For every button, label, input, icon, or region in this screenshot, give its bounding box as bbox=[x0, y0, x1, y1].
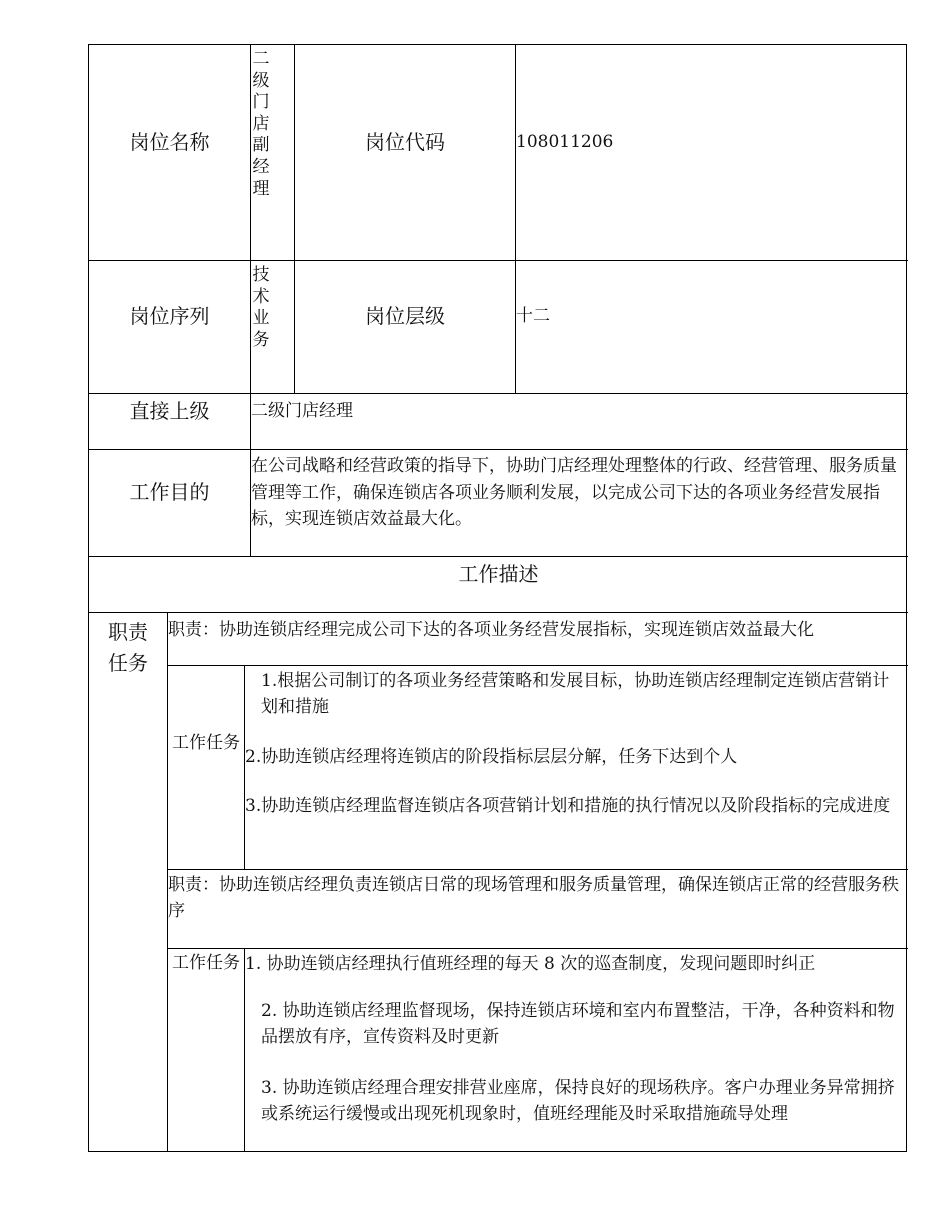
col-divider bbox=[294, 45, 295, 393]
duty-text: 职责：协助连锁店经理负责连锁店日常的现场管理和服务质量管理，确保连锁店正常的经营服务秩序 bbox=[168, 875, 899, 921]
col-divider bbox=[515, 45, 516, 393]
superior-label: 直接上级 bbox=[129, 399, 210, 423]
duties-label: 职责任务 bbox=[108, 620, 148, 675]
task-item: 1. 协助连锁店经理执行值班经理的每天 8 次的巡查制度，发现问题即时纠正 bbox=[245, 954, 816, 974]
row-divider bbox=[89, 393, 908, 394]
post-code-label: 岗位代码 bbox=[365, 130, 445, 154]
description-header: 工作描述 bbox=[458, 562, 539, 586]
row-divider bbox=[167, 665, 908, 666]
post-code-value: 108011206 bbox=[516, 132, 614, 152]
tasks-label: 工作任务 bbox=[172, 733, 240, 753]
row-divider bbox=[89, 260, 908, 261]
post-series-value: 技术业务 bbox=[252, 265, 270, 350]
purpose-label: 工作目的 bbox=[129, 480, 210, 504]
job-description-table bbox=[88, 44, 907, 1152]
task-item: 3.协助连锁店经理监督连锁店各项营销计划和措施的执行情况以及阶段指标的完成进度 bbox=[245, 796, 891, 816]
post-name-value: 二级门店副经理 bbox=[252, 49, 270, 199]
task-item: 3. 协助连锁店经理合理安排营业座席，保持良好的现场秩序。客户办理业务异常拥挤或系统运行缓慢或出现死机现象时，值班经理能及时采取措施疏导处理 bbox=[261, 1078, 895, 1124]
row-divider bbox=[89, 612, 908, 613]
task-item: 2. 协助连锁店经理监督现场，保持连锁店环境和室内布置整洁，干净，各种资料和物品摆放有序，宣传资料及时更新 bbox=[261, 1001, 895, 1047]
task-item: 2.协助连锁店经理将连锁店的阶段指标层层分解，任务下达到个人 bbox=[245, 747, 738, 767]
post-series-label: 岗位序列 bbox=[129, 304, 210, 328]
superior-value: 二级门店经理 bbox=[251, 401, 353, 421]
task-item: 1.根据公司制订的各项业务经营策略和发展目标，协助连锁店经理制定连锁店营销计划和措施 bbox=[261, 671, 890, 717]
row-divider bbox=[89, 556, 908, 557]
row-divider bbox=[167, 869, 908, 870]
col-divider bbox=[244, 948, 245, 1152]
purpose-value: 在公司战略和经营政策的指导下，协助门店经理处理整体的行政、经营管理、服务质量管理等工作，确保连锁店各项业务顺利发展，以完成公司下达的各项业务经营发展指标，实现连锁店效益最大化。 bbox=[251, 456, 897, 529]
post-name-label: 岗位名称 bbox=[129, 130, 210, 154]
post-level-value: 十二 bbox=[516, 306, 550, 326]
row-divider bbox=[89, 449, 908, 450]
row-divider bbox=[167, 948, 908, 949]
post-level-label: 岗位层级 bbox=[365, 304, 445, 328]
tasks-label: 工作任务 bbox=[172, 953, 240, 973]
duty-text: 职责：协助连锁店经理完成公司下达的各项业务经营发展指标，实现连锁店效益最大化 bbox=[168, 620, 814, 640]
